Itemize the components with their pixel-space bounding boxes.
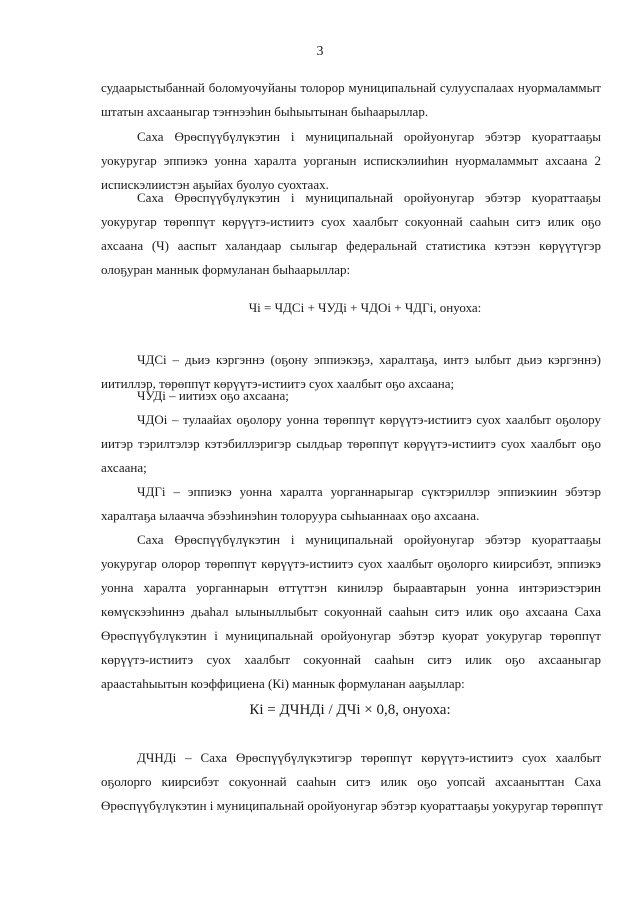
text-line: ЧДОі – тулаайах оҕолору уонна төрөппүт көрүүтэ-истиитэ суох хаалбыт оҕолору bbox=[137, 412, 601, 427]
paragraph-def-dchnd bbox=[101, 746, 601, 818]
paragraph-staffing bbox=[101, 76, 601, 124]
text-line: оҕолорго киирсибэт сокуоннай сааһын ситэ илик оҕо уопсай ахсааныттан Саха bbox=[101, 774, 601, 789]
paragraph-coefficient bbox=[101, 528, 601, 696]
text-line: ахсаана; bbox=[101, 460, 147, 475]
text-line: Саха Өрөспүүбүлүкэтин і муниципальнай оройуонугар эбэтэр куораттааҕы bbox=[137, 129, 601, 144]
text-line: араастаһыытын коэффициена (Кі) маннык формуланан ааҕыллар: bbox=[101, 676, 465, 691]
text-line: көмүскээһиннэ дьаһал ылыныллыбыт сокуоннай сааһын ситэ илик оҕо ахсаана Саха bbox=[101, 604, 601, 619]
text-line: Саха Өрөспүүбүлүкэтин і муниципальнай оройуонугар эбэтэр куораттааҕы bbox=[137, 532, 601, 547]
paragraph-def-chud bbox=[101, 384, 601, 408]
text-line: ЧДСі – дьиэ кэргэннэ (оҕону эппиэкэҕэ, харалтаҕа, интэ ылбыт дьиэ кэргэннэ) bbox=[137, 352, 601, 367]
text-line: олоҕуран маннык формуланан быһаарыллар: bbox=[101, 262, 351, 277]
text-line: Өрөспүүбүлүкэтин і муниципальнай оройуонугар эбэтэр куораттааҕы уокуругар төрөппүт bbox=[101, 798, 603, 813]
text-line: Саха Өрөспүүбүлүкэтин і муниципальнай оройуонугар эбэтэр куораттааҕы bbox=[137, 190, 601, 205]
formula-coefficient: Кі = ДЧНДі / ДЧі × 0,8, онуоха: bbox=[249, 702, 451, 718]
text-line: штатын ахсааныгар тэҥнээһин быһыытынан быһаарыллар. bbox=[101, 104, 429, 119]
text-line: уокуругар олорор төрөппүт көрүүтэ-истиитэ суох хаалбыт оҕолорго киирсибэт, эппиэкэ bbox=[101, 556, 601, 571]
text-line: ДЧНДі – Саха Өрөспүүбүлүкэтигэр төрөппүт көрүүтэ-истиитэ суох хаалбыт bbox=[137, 750, 601, 765]
text-line: иитэр тэрилтэлэр кэтэбиллэригэр сылдьар төрөппүт көрүүтэ-истиитэ суох хаалбыт оҕо bbox=[101, 436, 601, 451]
text-line: испискэлиистэн аҕыйах буолуо суохтаах. bbox=[101, 177, 329, 192]
text-line: ахсаана (Ч) ааспыт халандаар сылыгар федеральнай статистика кэтээн көрүүтүгэр bbox=[101, 238, 601, 253]
page-number: 3 bbox=[316, 44, 324, 59]
text-line: уокуругар төрөппүт көрүүтэ-истиитэ суох хаалбыт сокуоннай сааһын ситэ илик оҕо bbox=[101, 214, 601, 229]
formula-children-count: Чі = ЧДСі + ЧУДі + ЧДОі + ЧДГі, онуоха: bbox=[248, 300, 482, 315]
text-line: ЧУДі – иитиэх оҕо ахсаана; bbox=[137, 388, 289, 403]
paragraph-children-count bbox=[101, 186, 601, 282]
text-line: ЧДГі – эппиэкэ уонна харалта уорганнарыгар сүктэриллэр эппиэкиин эбэтэр bbox=[137, 484, 601, 499]
text-line: Өрөспүүбүлүкэтин і муниципальнай оройуонугар эбэтэр куорат уокуругар төрөппүт bbox=[101, 628, 601, 643]
text-line: уокуругар эппиэкэ уонна харалта уорганын испискэлииһин нуормаламмыт ахсаана 2 bbox=[101, 153, 601, 168]
text-line: харалтаҕа ылаачча эбээһинэһин толоруура сыһыаннаах оҕо ахсаана. bbox=[101, 508, 480, 523]
text-line: көрүүтэ-истиитэ суох хаалбыт сокуоннай сааһын ситэ илик оҕо ахсааныгар bbox=[101, 652, 601, 667]
paragraph-def-chdo bbox=[101, 408, 601, 480]
text-line: уонна харалта уорганнарын өттүттэн кинилэр быраавтарын уонна интэриэстэрин bbox=[101, 580, 601, 595]
text-line: судаарыстыбаннай боломуочуйаны толорор муниципальнай сулууспалаах нуормаламмыт bbox=[101, 80, 601, 95]
text-line: иитиллэр, төрөппүт көрүүтэ-истиитэ суох хаалбыт оҕо ахсаана; bbox=[101, 376, 455, 391]
paragraph-def-chdg bbox=[101, 480, 601, 528]
